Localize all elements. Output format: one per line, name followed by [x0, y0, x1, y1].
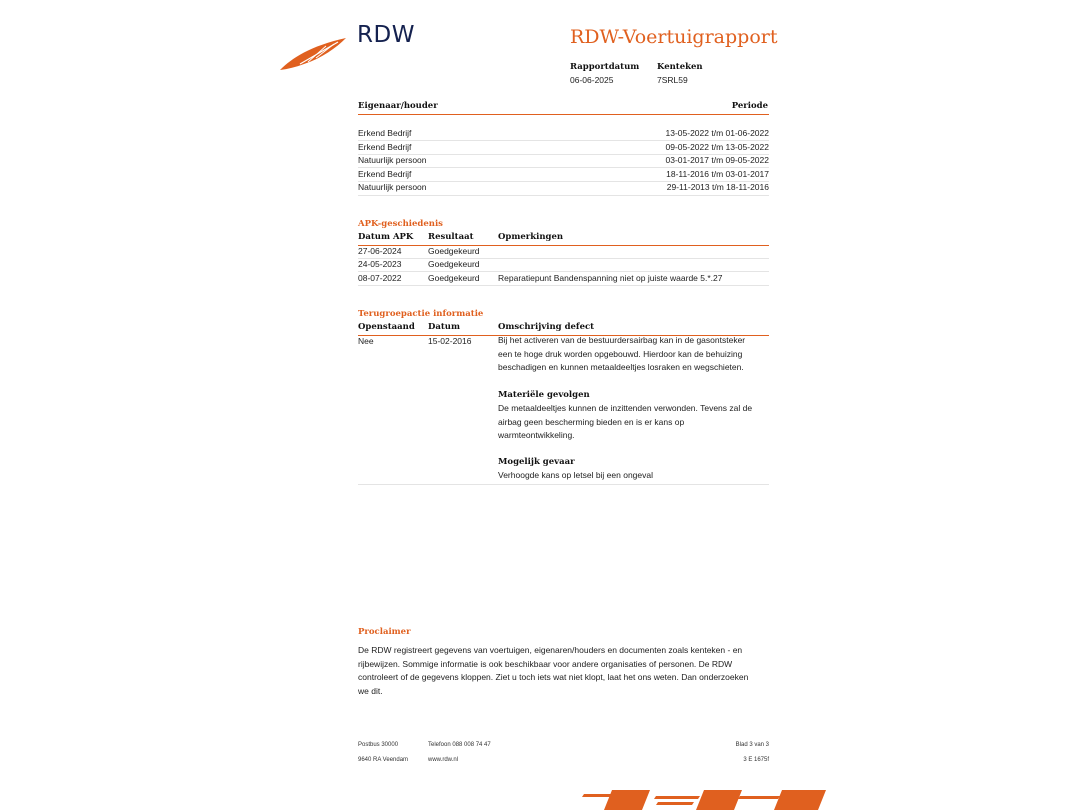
- owner-cell: Natuurlijk persoon: [358, 182, 427, 192]
- text-line: rijbewijzen. Sommige informatie is ook beschikbaar voor andere organisaties of personen. De RDW: [358, 658, 733, 669]
- period-cell: 03-01-2017 t/m 09-05-2022: [665, 155, 769, 165]
- apk-result-header: Resultaat: [428, 232, 474, 242]
- apk-result-cell: Goedgekeurd: [428, 246, 480, 256]
- text-line: De metaaldeeltjes kunnen de inzittenden verwonden. Tevens zal de: [498, 403, 753, 413]
- row-divider: [358, 195, 769, 196]
- period-cell: 29-11-2013 t/m 18-11-2016: [666, 182, 769, 192]
- material-consequences-title: Materiële gevolgen: [498, 390, 590, 400]
- text-line: airbag geen bescherming bieden en is er kans op: [498, 416, 685, 427]
- recall-open-header: Openstaand: [358, 322, 415, 332]
- footer-postbus: Postbus 30000: [358, 742, 399, 748]
- apk-date-header: Datum APK: [358, 232, 414, 242]
- plate-value: 7SRL59: [657, 75, 688, 85]
- report-date-label: Rapportdatum: [570, 62, 640, 72]
- recall-date-cell: 15-02-2016: [428, 336, 472, 346]
- row-divider: [358, 258, 769, 259]
- apk-date-cell: 08-07-2022: [358, 273, 402, 283]
- row-divider: [358, 285, 769, 286]
- report-date-value: 06-06-2025: [570, 75, 614, 85]
- row-divider: [358, 167, 769, 168]
- period-cell: 09-05-2022 t/m 13-05-2022: [665, 142, 769, 152]
- material-consequences-text: [498, 402, 752, 443]
- period-cell: 18-11-2016 t/m 03-01-2017: [666, 169, 769, 179]
- apk-result-cell: Goedgekeurd: [428, 259, 480, 269]
- apk-section-title: APK-geschiedenis: [358, 219, 443, 229]
- footer-doc-code: 3 E 1675f: [743, 757, 769, 763]
- text-line: Verhoogde kans op letsel bij een ongeval: [498, 470, 654, 480]
- owner-cell: Erkend Bedrijf: [358, 128, 412, 138]
- text-line: Bij het activeren van de bestuurdersairbag kan in de gasontsteker: [498, 335, 746, 345]
- row-divider: [358, 271, 769, 272]
- apk-remarks-cell: Reparatiepunt Bandenspanning niet op juiste waarde 5.*.27: [498, 273, 723, 283]
- decorative-stripes-icon: [582, 786, 828, 810]
- text-line: De RDW registreert gegevens van voertuigen, eigenaren/houders en documenten zoals kenteken - en: [358, 645, 743, 655]
- footer-page-number: Blad 3 van 3: [735, 742, 769, 748]
- text-line: warmteontwikkeling.: [498, 430, 575, 441]
- text-line: een te hoge druk worden opgebouwd. Hierdoor kan de behuizing: [498, 348, 743, 359]
- recall-desc-header: Omschrijving defect: [498, 322, 595, 332]
- proclaimer-title: Proclaimer: [358, 627, 411, 637]
- owner-cell: Erkend Bedrijf: [358, 169, 412, 179]
- row-divider: [358, 140, 769, 141]
- owner-column-header: Eigenaar/houder: [358, 101, 438, 111]
- plate-label: Kenteken: [657, 62, 703, 72]
- text-line: controleert of de gegevens kloppen. Ziet u toch iets wat niet klopt, laat het ons weten. Dan onderzoeken: [358, 672, 749, 683]
- period-column-header: Periode: [731, 101, 768, 111]
- recall-description: [498, 334, 745, 375]
- recall-bottom-rule: [358, 484, 769, 485]
- proclaimer-text: [358, 644, 748, 698]
- footer-website[interactable]: www.rdw.nl: [428, 757, 459, 763]
- possible-danger-title: Mogelijk gevaar: [498, 457, 575, 467]
- apk-date-cell: 24-05-2023: [358, 259, 402, 269]
- recall-section-title: Terugroepactie informatie: [358, 309, 484, 319]
- report-title: RDW-Voertuigrapport: [570, 26, 778, 48]
- logo-text: RDW: [357, 22, 415, 48]
- rdw-logo-icon: [278, 36, 348, 72]
- apk-header-rule: [358, 245, 769, 246]
- text-line: we dit.: [358, 685, 383, 696]
- apk-remarks-header: Opmerkingen: [498, 232, 564, 242]
- period-cell: 13-05-2022 t/m 01-06-2022: [665, 128, 769, 138]
- text-line: beschadigen en kunnen metaaldeeltjes losraken en wegschieten.: [498, 362, 744, 373]
- owners-header-rule: [358, 114, 769, 115]
- footer-address: 9640 RA Veendam: [358, 757, 409, 763]
- recall-date-header: Datum: [428, 322, 460, 332]
- owner-cell: Erkend Bedrijf: [358, 142, 412, 152]
- recall-open-cell: Nee: [358, 336, 374, 346]
- apk-result-cell: Goedgekeurd: [428, 273, 480, 283]
- footer-phone: Telefoon 088 008 74 47: [428, 742, 491, 748]
- apk-date-cell: 27-06-2024: [358, 246, 402, 256]
- possible-danger-text: [498, 469, 653, 483]
- owner-cell: Natuurlijk persoon: [358, 155, 427, 165]
